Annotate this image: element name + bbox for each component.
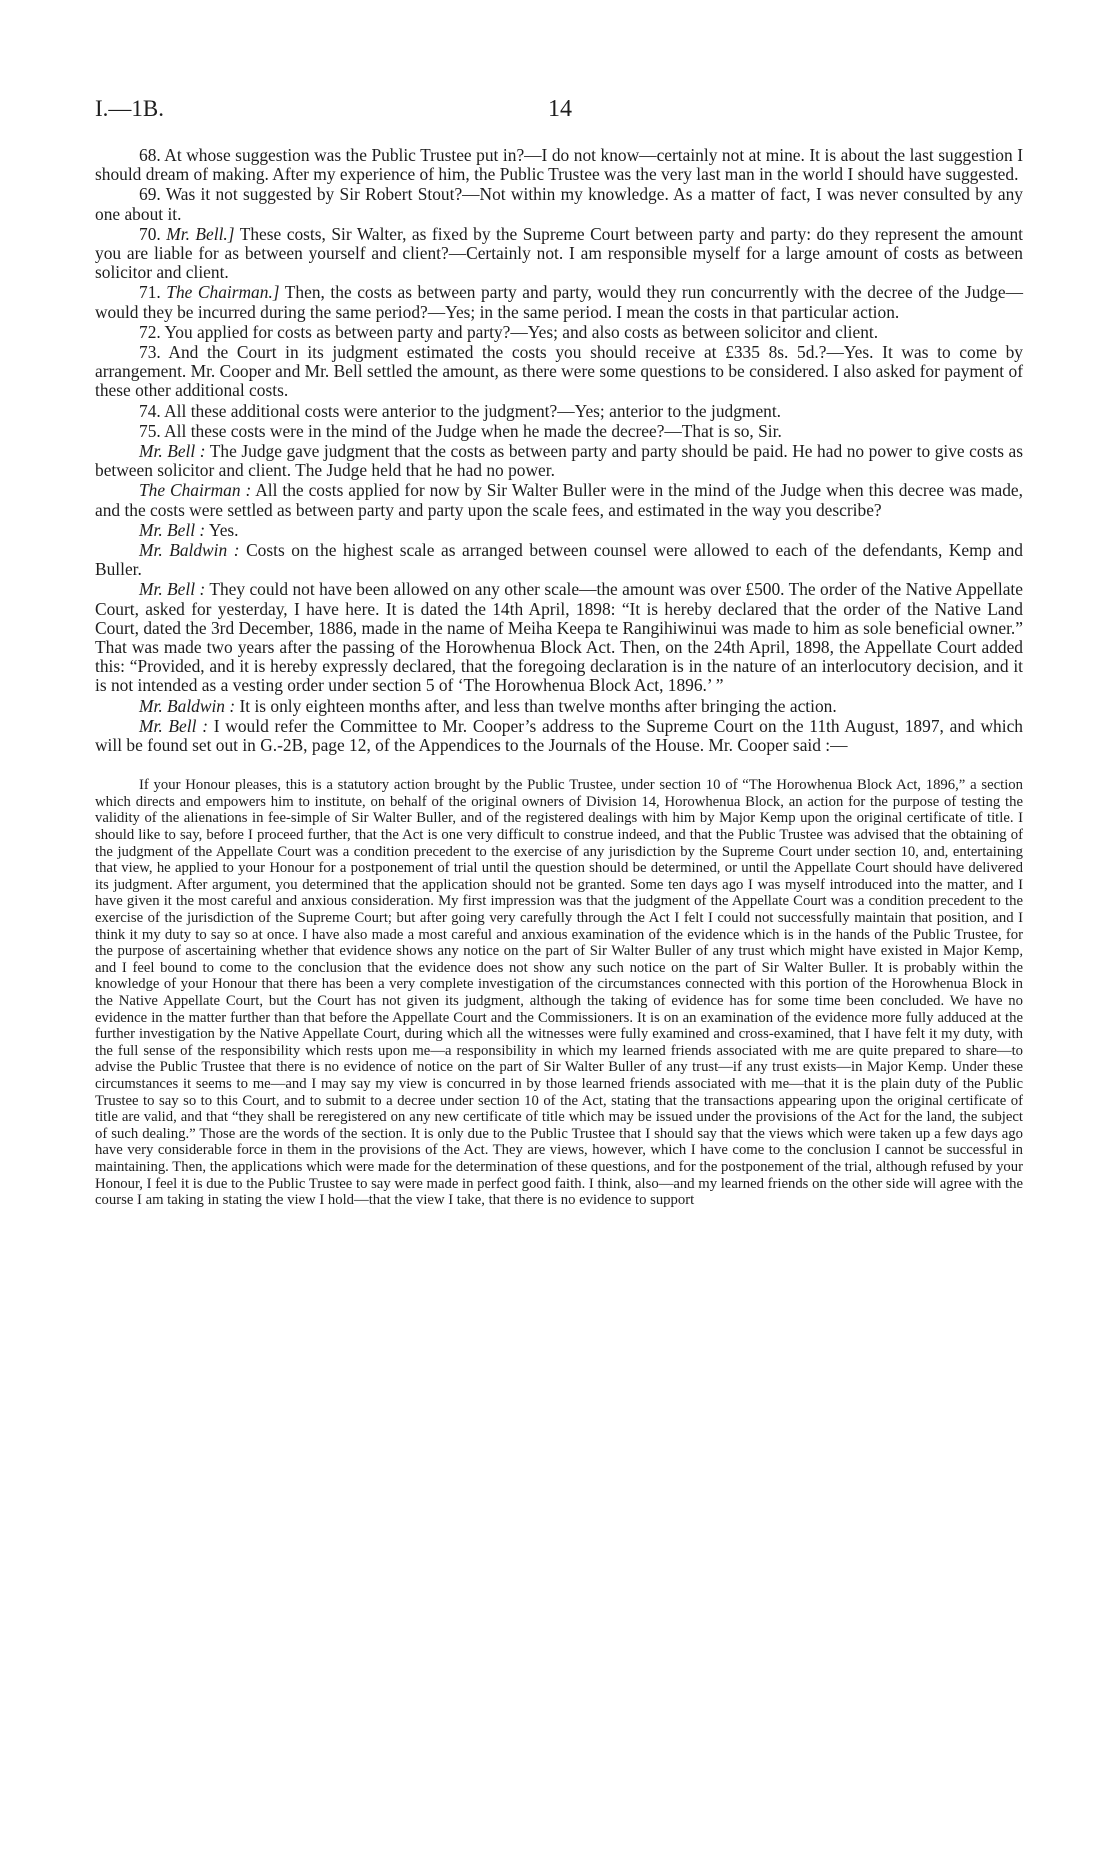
speaker-name: Mr. Bell : xyxy=(139,441,206,462)
speaker-name: Mr. Bell : xyxy=(139,715,208,736)
speaker-name: Mr. Baldwin : xyxy=(139,695,236,716)
paragraph-text: 69. Was it not suggested by Sir Robert Stout?—Not within my knowledge. As a matter of fact, I was never consulted by any one about it. xyxy=(95,184,1023,224)
speaker-name: Mr. Bell : xyxy=(139,519,206,540)
paragraph-text: It is only eighteen months after, and less than twelve months after bringing the action. xyxy=(239,695,837,716)
paragraph-text: 73. And the Court in its judgment estimated the costs you should receive at £335 8s. 5d.?—Yes. It was to come by arrangement. Mr. Cooper and Mr. Bell settled the amount, as there were some questions to be considered. I also asked for payment of these other additional costs. xyxy=(95,342,1023,401)
paragraph-text: I would refer the Committee to Mr. Cooper’s address to the Supreme Court on the 11th August, 1897, and which will be found set out in G.-2B, page 12, of the Appendices to the Journals of the House. Mr. Cooper said :— xyxy=(95,715,1023,756)
paragraph-text: Then, the costs as between party and party, would they run concurrently with the decree of the Judge—would they be incurred during the same period?—Yes; in the same period. I mean the costs in that particular action. xyxy=(95,282,1023,322)
paragraph xyxy=(95,283,1023,321)
paragraph xyxy=(95,541,1023,579)
speaker-name: The Chairman.] xyxy=(166,282,280,303)
page-header xyxy=(95,96,1025,128)
paragraph-text: 68. At whose suggestion was the Public Trustee put in?—I do not know—certainly not at mine. It is about the last suggestion I should dream of making. After my experience of him, the Public Trustee was the very last man in the world I should have suggested. xyxy=(95,145,1023,185)
question-number: 70. xyxy=(139,223,167,244)
paragraph xyxy=(95,185,1023,223)
paragraph xyxy=(95,146,1023,184)
quoted-address: If your Honour pleases, this is a statutory action brought by the Public Trustee, under section 10 of “The Horowhenua Block Act, 1896,” a section which directs and empowers him to institute, on behalf of the original owners of Division 14, Horowhenua Block, an action for the purpose of testing the validity of the alienations in fee-simple of Sir Walter Buller, and of the registered dealings with him by Major Kemp upon the original certificate of title. I should like to say, before I proceed further, that the Act is one very difficult to construe indeed, and that the Public Trustee was advised that the obtaining of the judgment of the Appellate Court was a condition precedent to the exercise of any jurisdiction by the Supreme Court under section 10, and, entertaining that view, he applied to your Honour for a postponement of trial until the question should be determined, or until the Appellate Court should have delivered its judgment. After argument, you determined that the application should not be granted. Some ten days ago I was myself introduced into the matter, and I have given it the most careful and anxious consideration. My first impression was that the judgment of the Appellate Court was a condition precedent to the exercise of the jurisdiction of the Supreme Court; but after going very carefully through the Act I felt I could not successfully maintain that position, and I think it my duty to say so at once. I have also made a most careful and anxious examination of the evidence which is in the hands of the Public Trustee, for the purpose of ascertaining whether that evidence shows any notice on the part of Sir Walter Buller of any trust which might have existed in Major Kemp, and I feel bound to come to the conclusion that the evidence does not show any such notice on the part of Sir Walter Buller. It is probably within the knowledge of your Honour that there has been a very complete investigation of the circumstances connected with this portion of the Horowhenua Block in the Native Appellate Court, but the Court has not given its judgment, although the taking of evidence has for some time been concluded. We have no evidence in the matter further than that before the Appellate Court and the Commissioners. It is on an examination of the evidence more fully adduced at the further investigation by the Native Appellate Court, during which all the witnesses were fully examined and cross-examined, that I have felt it my duty, with the full sense of the responsibility which rests upon me—a responsibility in which my learned friends associated with me are quite prepared to share—to advise the Public Trustee that there is no evidence of notice on the part of Sir Walter Buller of any trust—if any trust exists—in Major Kemp. Under these circumstances it seems to me—and I may say my view is concurred in by those learned friends associated with me—that it is the plain duty of the Public Trustee to say so to this Court, and to submit to a decree under section 10 of the Act, stating that the transactions appearing upon the original certificate of title are valid, and that “they shall be reregistered on any new certificate of title which may be issued under the provisions of the Act for the land, the subject of such dealing.” Those are the words of the section. It is only due to the Public Trustee that I should say that the views which were taken up a few days ago have very considerable force in them in the provisions of the Act. They are views, however, which I have come to the conclusion I cannot be successful in maintaining. Then, the applications which were made for the determination of these questions, and for the postponement of the trial, although refused by your Honour, I feel it is due to the Public Trustee to say were made in perfect good faith. I think, also—and my learned friends on the other side will agree with the course I am taking in stating the view I hold—that the view I take, that there is no evidence to support xyxy=(95,777,1023,1209)
paragraph xyxy=(95,422,1023,441)
speaker-name: Mr. Bell : xyxy=(139,579,206,600)
paragraph xyxy=(95,323,1023,342)
paragraph xyxy=(95,343,1023,401)
paragraph-text: The Judge gave judgment that the costs as between party and party should be paid. He had no power to give costs as between solicitor and client. The Judge held that he had no power. xyxy=(95,441,1023,481)
question-number: 71. xyxy=(139,282,167,303)
page-number: 14 xyxy=(548,96,572,122)
paragraph xyxy=(95,580,1023,695)
document-reference: I.—1B. xyxy=(95,96,164,121)
paragraph xyxy=(95,481,1023,519)
paragraph-text: All the costs applied for now by Sir Walter Buller were in the mind of the Judge when this decree was made, and the costs were settled as between party and party upon the scale fees, and estimated in the way you describe? xyxy=(95,480,1023,520)
page-body xyxy=(95,146,1023,1223)
paragraph xyxy=(95,697,1023,716)
paragraph-text: 74. All these additional costs were anterior to the judgment?—Yes; anterior to the judgment. xyxy=(139,400,782,421)
paragraph xyxy=(95,521,1023,540)
speaker-name: Mr. Baldwin : xyxy=(139,540,240,561)
paragraph-text: Costs on the highest scale as arranged between counsel were allowed to each of the defendants, Kemp and Buller. xyxy=(95,540,1024,580)
paragraph-text: These costs, Sir Walter, as fixed by the Supreme Court between party and party: do they represent the amount you are liable for as between yourself and client?—Certainly not. I am responsible myself for a large amount of costs as between solicitor and client. xyxy=(95,223,1023,283)
paragraph xyxy=(95,442,1023,480)
paragraph-text: They could not have been allowed on any other scale—the amount was over £500. The order of the Native Appellate Court, asked for yesterday, I have here. It is dated the 14th April, 1898: “It is hereby declared that the order of the Native Land Court, dated the 3rd December, 1886, made in the name of Meiha Keepa te Rangihiwinui was made to him as sole beneficial owner.” That was made two years after the passing of the Horowhenua Block Act. Then, on the 24th April, 1898, the Appellate Court added this: “Provided, and it is hereby expressly declared, that the foregoing declaration is in the nature of an interlocutory decision, and it is not intended as a vesting order under section 5 of ‘The Horowhenua Block Act, 1896.’ ” xyxy=(95,579,1023,696)
paragraph-text: 72. You applied for costs as between party and party?—Yes; and also costs as between solicitor and client. xyxy=(139,321,879,342)
paragraph xyxy=(95,225,1023,283)
paragraph-text: 75. All these costs were in the mind of the Judge when he made the decree?—That is so, Sir. xyxy=(139,420,782,441)
speaker-name: The Chairman : xyxy=(139,480,252,501)
paragraph xyxy=(95,717,1023,755)
paragraph xyxy=(95,402,1023,421)
paragraph-text: Yes. xyxy=(208,519,239,540)
speaker-name: Mr. Bell.] xyxy=(166,223,235,244)
